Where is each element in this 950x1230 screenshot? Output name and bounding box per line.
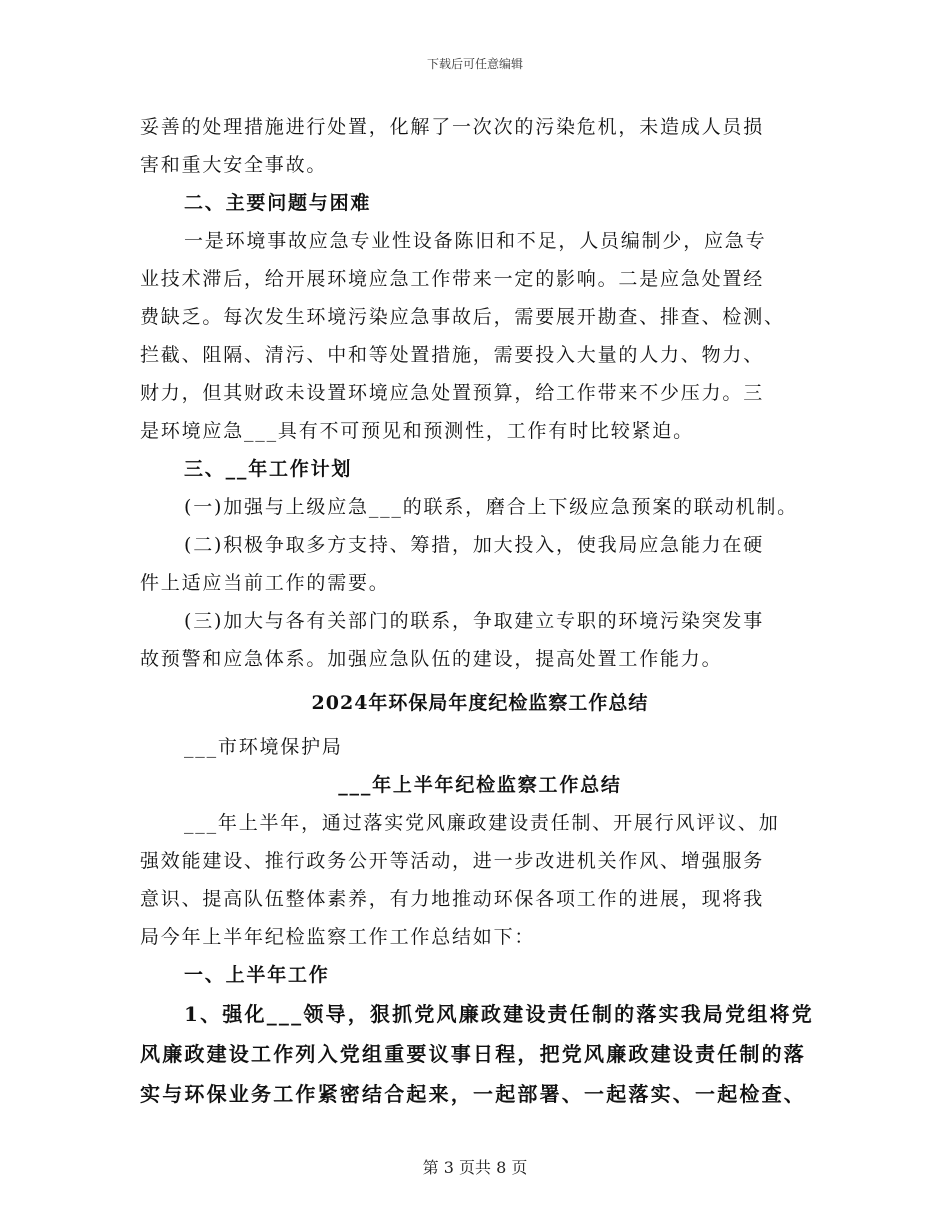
paragraph-line: ___年上半年，通过落实党风廉政建设责任制、开展行风评议、加 [184,812,780,834]
document-title: 2024年环保局年度纪检监察工作总结 [311,692,649,714]
paragraph-line: 拦截、阻隔、清污、中和等处置措施，需要投入大量的人力、物力、 [140,344,765,366]
plan-item: (一)加强与上级应急___的联系，磨合上下级应急预案的联动机制。 [184,496,798,518]
section-heading: 二、主要问题与困难 [184,192,372,214]
paragraph-line: 意识、提高队伍整体素养，有力地推动环保各项工作的进展，现将我 [140,888,765,910]
document-subtitle: ___年上半年纪检监察工作总结 [338,774,622,796]
plan-item: (二)积极争取多方支持、筹措，加大投入，使我局应急能力在硬 [184,534,765,556]
section-heading: 三、__年工作计划 [184,458,353,480]
bold-paragraph-line: 风廉政建设工作列入党组重要议事日程，把党风廉政建设责任制的落 [140,1042,806,1066]
paragraph-line: 害和重大安全事故。 [140,154,328,176]
paragraph-line: 业技术滞后，给开展环境应急工作带来一定的影响。二是应急处置经 [140,268,765,290]
page-number: 第 3 页共 8 页 [422,1158,528,1177]
plan-item: (三)加大与各有关部门的联系，争取建立专职的环境污染突发事 [184,610,765,632]
page-header-note: 下载后可任意编辑 [426,57,523,71]
bold-paragraph-line: 1、强化___领导，狠抓党风廉政建设责任制的落实我局党组将党 [184,1002,814,1026]
paragraph-line: 是环境应急___具有不可预见和预测性，工作有时比较紧迫。 [140,420,694,442]
paragraph-line: 故预警和应急体系。加强应急队伍的建设，提高处置工作能力。 [140,648,723,670]
paragraph-line: 局今年上半年纪检监察工作工作总结如下： [140,926,536,948]
paragraph-line: 费缺乏。每次发生环境污染应急事故后，需要展开勘查、排查、检测、 [140,306,785,328]
paragraph-line: 强效能建设、推行政务公开等活动，进一步改进机关作风、增强服务 [140,850,765,872]
paragraph-line: 件上适应当前工作的需要。 [140,572,390,594]
organization-name: ___市环境保护局 [184,736,343,758]
paragraph-line: 财力，但其财政未设置环境应急处置预算，给工作带来不少压力。三 [140,382,765,404]
paragraph-line: 妥善的处理措施进行处置，化解了一次次的污染危机，未造成人员损 [140,116,765,138]
document-body [140,108,820,1114]
section-heading: 一、上半年工作 [184,964,330,986]
paragraph-line: 一是环境事故应急专业性设备陈旧和不足，人员编制少，应急专 [184,230,767,252]
bold-paragraph-line: 实与环保业务工作紧密结合起来，一起部署、一起落实、一起检查、 [140,1082,806,1106]
